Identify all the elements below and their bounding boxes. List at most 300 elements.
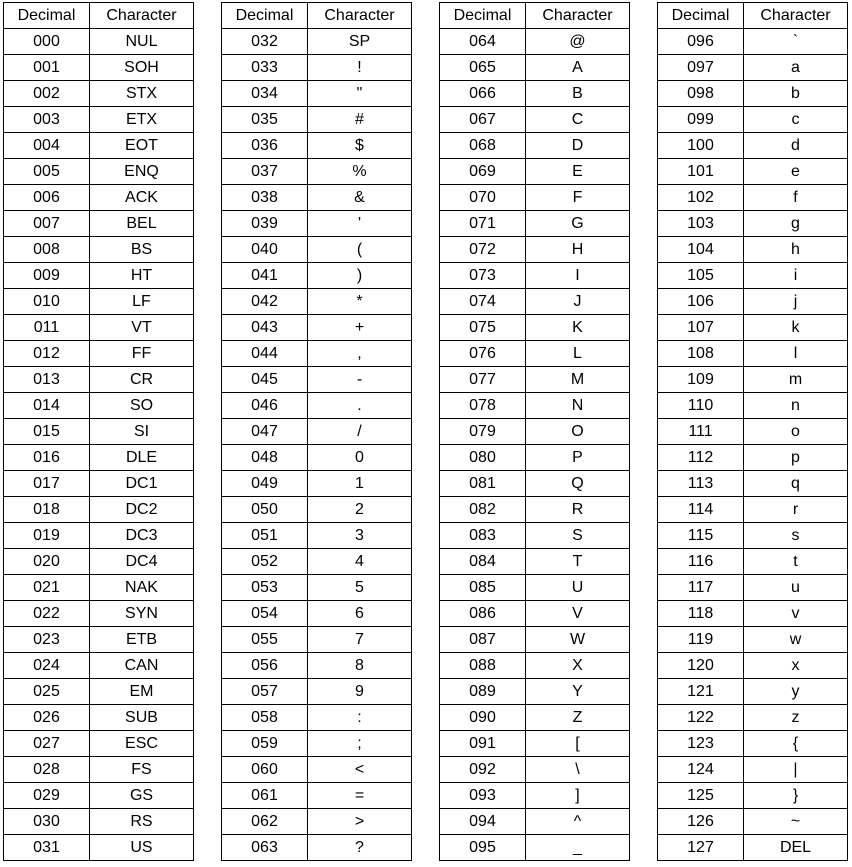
table-row bbox=[222, 289, 412, 315]
table-row bbox=[658, 29, 848, 55]
table-row bbox=[658, 367, 848, 393]
character-cell: Z bbox=[526, 705, 630, 731]
decimal-cell: 038 bbox=[222, 185, 308, 211]
character-cell: 1 bbox=[308, 471, 412, 497]
decimal-cell: 017 bbox=[4, 471, 90, 497]
table-row bbox=[4, 549, 194, 575]
table-row bbox=[4, 757, 194, 783]
table-row bbox=[4, 133, 194, 159]
table-row bbox=[440, 471, 630, 497]
decimal-cell: 023 bbox=[4, 627, 90, 653]
decimal-cell: 119 bbox=[658, 627, 744, 653]
table-row bbox=[440, 107, 630, 133]
character-cell: w bbox=[744, 627, 848, 653]
decimal-cell: 008 bbox=[4, 237, 90, 263]
character-cell: 5 bbox=[308, 575, 412, 601]
decimal-cell: 000 bbox=[4, 29, 90, 55]
character-cell: q bbox=[744, 471, 848, 497]
character-cell: b bbox=[744, 81, 848, 107]
decimal-cell: 116 bbox=[658, 549, 744, 575]
table-row bbox=[440, 81, 630, 107]
character-cell: d bbox=[744, 133, 848, 159]
table-row bbox=[222, 783, 412, 809]
table-row bbox=[440, 627, 630, 653]
table-row bbox=[4, 497, 194, 523]
decimal-cell: 059 bbox=[222, 731, 308, 757]
decimal-cell: 081 bbox=[440, 471, 526, 497]
decimal-cell: 082 bbox=[440, 497, 526, 523]
decimal-cell: 005 bbox=[4, 159, 90, 185]
character-cell: X bbox=[526, 653, 630, 679]
decimal-cell: 089 bbox=[440, 679, 526, 705]
character-cell: c bbox=[744, 107, 848, 133]
character-cell: ` bbox=[744, 29, 848, 55]
decimal-cell: 010 bbox=[4, 289, 90, 315]
character-cell: f bbox=[744, 185, 848, 211]
decimal-cell: 111 bbox=[658, 419, 744, 445]
table-row bbox=[440, 809, 630, 835]
decimal-cell: 047 bbox=[222, 419, 308, 445]
ascii-table-1 bbox=[3, 2, 194, 861]
character-cell: NUL bbox=[90, 29, 194, 55]
table-row bbox=[222, 627, 412, 653]
character-cell: e bbox=[744, 159, 848, 185]
table-row bbox=[658, 549, 848, 575]
decimal-cell: 084 bbox=[440, 549, 526, 575]
table-row bbox=[4, 29, 194, 55]
character-cell: & bbox=[308, 185, 412, 211]
decimal-cell: 068 bbox=[440, 133, 526, 159]
decimal-cell: 061 bbox=[222, 783, 308, 809]
character-cell: DC2 bbox=[90, 497, 194, 523]
character-cell: n bbox=[744, 393, 848, 419]
decimal-cell: 034 bbox=[222, 81, 308, 107]
decimal-cell: 117 bbox=[658, 575, 744, 601]
table-row bbox=[440, 211, 630, 237]
table-row bbox=[440, 237, 630, 263]
table-row bbox=[222, 471, 412, 497]
decimal-cell: 069 bbox=[440, 159, 526, 185]
decimal-cell: 127 bbox=[658, 835, 744, 861]
decimal-cell: 043 bbox=[222, 315, 308, 341]
table-row bbox=[4, 627, 194, 653]
character-cell: M bbox=[526, 367, 630, 393]
character-header: Character bbox=[308, 3, 412, 29]
table-row bbox=[222, 29, 412, 55]
decimal-cell: 114 bbox=[658, 497, 744, 523]
decimal-cell: 015 bbox=[4, 419, 90, 445]
table-row bbox=[4, 783, 194, 809]
character-cell: L bbox=[526, 341, 630, 367]
table-row bbox=[222, 679, 412, 705]
table-row bbox=[658, 783, 848, 809]
character-cell: CR bbox=[90, 367, 194, 393]
character-cell: SI bbox=[90, 419, 194, 445]
character-cell: 6 bbox=[308, 601, 412, 627]
decimal-cell: 093 bbox=[440, 783, 526, 809]
decimal-cell: 042 bbox=[222, 289, 308, 315]
table-row bbox=[4, 393, 194, 419]
character-cell: EOT bbox=[90, 133, 194, 159]
table-row bbox=[440, 55, 630, 81]
table-row bbox=[658, 159, 848, 185]
character-cell: ( bbox=[308, 237, 412, 263]
decimal-cell: 071 bbox=[440, 211, 526, 237]
decimal-cell: 003 bbox=[4, 107, 90, 133]
table-row bbox=[440, 835, 630, 861]
table-row bbox=[658, 809, 848, 835]
character-cell: G bbox=[526, 211, 630, 237]
decimal-cell: 073 bbox=[440, 263, 526, 289]
decimal-cell: 032 bbox=[222, 29, 308, 55]
decimal-cell: 083 bbox=[440, 523, 526, 549]
table-row bbox=[222, 159, 412, 185]
table-row bbox=[4, 835, 194, 861]
character-cell: U bbox=[526, 575, 630, 601]
table-row bbox=[4, 575, 194, 601]
decimal-cell: 058 bbox=[222, 705, 308, 731]
decimal-cell: 049 bbox=[222, 471, 308, 497]
table-row bbox=[222, 523, 412, 549]
table-row bbox=[4, 367, 194, 393]
table-row bbox=[440, 783, 630, 809]
character-cell: STX bbox=[90, 81, 194, 107]
character-cell: \ bbox=[526, 757, 630, 783]
table-row bbox=[4, 471, 194, 497]
decimal-cell: 063 bbox=[222, 835, 308, 861]
character-cell: ) bbox=[308, 263, 412, 289]
table-row bbox=[440, 29, 630, 55]
decimal-cell: 040 bbox=[222, 237, 308, 263]
ascii-table-2 bbox=[221, 2, 412, 861]
table-row bbox=[222, 315, 412, 341]
table-row bbox=[440, 575, 630, 601]
table-body bbox=[658, 29, 848, 861]
decimal-cell: 072 bbox=[440, 237, 526, 263]
ascii-table-3 bbox=[439, 2, 630, 861]
table-row bbox=[222, 133, 412, 159]
table-row bbox=[440, 757, 630, 783]
character-cell: ETB bbox=[90, 627, 194, 653]
decimal-cell: 094 bbox=[440, 809, 526, 835]
character-cell: . bbox=[308, 393, 412, 419]
table-row bbox=[440, 601, 630, 627]
decimal-cell: 021 bbox=[4, 575, 90, 601]
table-row bbox=[440, 419, 630, 445]
table-row bbox=[4, 289, 194, 315]
decimal-cell: 105 bbox=[658, 263, 744, 289]
decimal-cell: 046 bbox=[222, 393, 308, 419]
character-cell: * bbox=[308, 289, 412, 315]
character-cell: ' bbox=[308, 211, 412, 237]
table-row bbox=[440, 653, 630, 679]
decimal-cell: 104 bbox=[658, 237, 744, 263]
character-cell: , bbox=[308, 341, 412, 367]
character-cell: 9 bbox=[308, 679, 412, 705]
character-cell: y bbox=[744, 679, 848, 705]
decimal-cell: 113 bbox=[658, 471, 744, 497]
ascii-table-4 bbox=[657, 2, 848, 861]
character-cell: FF bbox=[90, 341, 194, 367]
decimal-cell: 053 bbox=[222, 575, 308, 601]
table-row bbox=[4, 159, 194, 185]
character-cell: BEL bbox=[90, 211, 194, 237]
table-row bbox=[658, 731, 848, 757]
table-row bbox=[222, 445, 412, 471]
table-row bbox=[658, 575, 848, 601]
table-row bbox=[4, 263, 194, 289]
decimal-cell: 102 bbox=[658, 185, 744, 211]
decimal-cell: 024 bbox=[4, 653, 90, 679]
table-row bbox=[222, 575, 412, 601]
character-cell: H bbox=[526, 237, 630, 263]
decimal-cell: 012 bbox=[4, 341, 90, 367]
character-cell: DC3 bbox=[90, 523, 194, 549]
character-header: Character bbox=[90, 3, 194, 29]
decimal-cell: 121 bbox=[658, 679, 744, 705]
decimal-cell: 090 bbox=[440, 705, 526, 731]
table-row bbox=[4, 653, 194, 679]
table-row bbox=[440, 263, 630, 289]
character-cell: I bbox=[526, 263, 630, 289]
character-cell: r bbox=[744, 497, 848, 523]
decimal-cell: 106 bbox=[658, 289, 744, 315]
table-row bbox=[222, 55, 412, 81]
decimal-cell: 062 bbox=[222, 809, 308, 835]
table-row bbox=[4, 55, 194, 81]
table-row bbox=[222, 497, 412, 523]
character-cell: > bbox=[308, 809, 412, 835]
decimal-cell: 085 bbox=[440, 575, 526, 601]
decimal-header: Decimal bbox=[440, 3, 526, 29]
character-cell: HT bbox=[90, 263, 194, 289]
table-row bbox=[440, 445, 630, 471]
character-cell: V bbox=[526, 601, 630, 627]
character-cell: SUB bbox=[90, 705, 194, 731]
decimal-cell: 086 bbox=[440, 601, 526, 627]
table-row bbox=[658, 835, 848, 861]
table-row bbox=[222, 263, 412, 289]
decimal-cell: 124 bbox=[658, 757, 744, 783]
decimal-cell: 018 bbox=[4, 497, 90, 523]
table-row bbox=[440, 393, 630, 419]
decimal-cell: 037 bbox=[222, 159, 308, 185]
character-cell: ^ bbox=[526, 809, 630, 835]
character-cell: ESC bbox=[90, 731, 194, 757]
character-cell: A bbox=[526, 55, 630, 81]
decimal-cell: 016 bbox=[4, 445, 90, 471]
table-row bbox=[4, 679, 194, 705]
character-cell: p bbox=[744, 445, 848, 471]
character-cell: FS bbox=[90, 757, 194, 783]
decimal-cell: 109 bbox=[658, 367, 744, 393]
decimal-cell: 074 bbox=[440, 289, 526, 315]
decimal-cell: 095 bbox=[440, 835, 526, 861]
decimal-cell: 123 bbox=[658, 731, 744, 757]
decimal-header: Decimal bbox=[658, 3, 744, 29]
character-cell: ] bbox=[526, 783, 630, 809]
decimal-cell: 080 bbox=[440, 445, 526, 471]
table-row bbox=[4, 237, 194, 263]
character-cell: E bbox=[526, 159, 630, 185]
table-row bbox=[4, 419, 194, 445]
character-cell: | bbox=[744, 757, 848, 783]
character-cell: v bbox=[744, 601, 848, 627]
character-cell: _ bbox=[526, 835, 630, 861]
table-row bbox=[658, 81, 848, 107]
decimal-cell: 098 bbox=[658, 81, 744, 107]
table-row bbox=[222, 211, 412, 237]
character-cell: DEL bbox=[744, 835, 848, 861]
character-header: Character bbox=[526, 3, 630, 29]
table-row bbox=[658, 263, 848, 289]
decimal-cell: 029 bbox=[4, 783, 90, 809]
decimal-cell: 103 bbox=[658, 211, 744, 237]
character-cell: s bbox=[744, 523, 848, 549]
character-cell: Y bbox=[526, 679, 630, 705]
character-header: Character bbox=[744, 3, 848, 29]
table-row bbox=[658, 419, 848, 445]
header-row bbox=[4, 3, 194, 29]
character-cell: W bbox=[526, 627, 630, 653]
character-cell: j bbox=[744, 289, 848, 315]
table-row bbox=[4, 341, 194, 367]
table-row bbox=[222, 367, 412, 393]
header-row bbox=[222, 3, 412, 29]
table-row bbox=[222, 419, 412, 445]
decimal-cell: 025 bbox=[4, 679, 90, 705]
decimal-cell: 097 bbox=[658, 55, 744, 81]
character-cell: DLE bbox=[90, 445, 194, 471]
decimal-cell: 100 bbox=[658, 133, 744, 159]
character-cell: VT bbox=[90, 315, 194, 341]
character-cell: T bbox=[526, 549, 630, 575]
table-row bbox=[4, 523, 194, 549]
decimal-cell: 011 bbox=[4, 315, 90, 341]
character-cell: SYN bbox=[90, 601, 194, 627]
character-cell: " bbox=[308, 81, 412, 107]
table-row bbox=[222, 81, 412, 107]
decimal-cell: 044 bbox=[222, 341, 308, 367]
decimal-cell: 001 bbox=[4, 55, 90, 81]
character-cell: J bbox=[526, 289, 630, 315]
decimal-cell: 065 bbox=[440, 55, 526, 81]
character-cell: z bbox=[744, 705, 848, 731]
character-cell: LF bbox=[90, 289, 194, 315]
table-row bbox=[222, 393, 412, 419]
table-row bbox=[222, 809, 412, 835]
character-cell: ~ bbox=[744, 809, 848, 835]
table-row bbox=[440, 523, 630, 549]
decimal-cell: 052 bbox=[222, 549, 308, 575]
table-row bbox=[658, 757, 848, 783]
table-row bbox=[440, 367, 630, 393]
decimal-cell: 055 bbox=[222, 627, 308, 653]
decimal-cell: 039 bbox=[222, 211, 308, 237]
table-row bbox=[222, 185, 412, 211]
decimal-cell: 088 bbox=[440, 653, 526, 679]
table-row bbox=[4, 731, 194, 757]
table-row bbox=[658, 523, 848, 549]
character-cell: C bbox=[526, 107, 630, 133]
table-row bbox=[440, 159, 630, 185]
character-cell: ETX bbox=[90, 107, 194, 133]
decimal-cell: 006 bbox=[4, 185, 90, 211]
character-cell: CAN bbox=[90, 653, 194, 679]
decimal-cell: 009 bbox=[4, 263, 90, 289]
decimal-cell: 045 bbox=[222, 367, 308, 393]
character-cell: B bbox=[526, 81, 630, 107]
character-cell: R bbox=[526, 497, 630, 523]
decimal-cell: 031 bbox=[4, 835, 90, 861]
character-cell: ? bbox=[308, 835, 412, 861]
decimal-cell: 115 bbox=[658, 523, 744, 549]
table-row bbox=[658, 471, 848, 497]
table-row bbox=[658, 133, 848, 159]
character-cell: N bbox=[526, 393, 630, 419]
character-cell: l bbox=[744, 341, 848, 367]
character-cell: D bbox=[526, 133, 630, 159]
table-row bbox=[222, 705, 412, 731]
header-row bbox=[440, 3, 630, 29]
character-cell: u bbox=[744, 575, 848, 601]
character-cell: Q bbox=[526, 471, 630, 497]
character-cell: DC4 bbox=[90, 549, 194, 575]
table-row bbox=[658, 393, 848, 419]
character-cell: K bbox=[526, 315, 630, 341]
table-row bbox=[4, 315, 194, 341]
character-cell: h bbox=[744, 237, 848, 263]
character-cell: - bbox=[308, 367, 412, 393]
table-row bbox=[658, 705, 848, 731]
table-body bbox=[222, 29, 412, 861]
character-cell: F bbox=[526, 185, 630, 211]
decimal-cell: 033 bbox=[222, 55, 308, 81]
character-cell: 3 bbox=[308, 523, 412, 549]
decimal-cell: 078 bbox=[440, 393, 526, 419]
decimal-cell: 092 bbox=[440, 757, 526, 783]
decimal-cell: 099 bbox=[658, 107, 744, 133]
table-row bbox=[440, 679, 630, 705]
character-cell: BS bbox=[90, 237, 194, 263]
decimal-cell: 056 bbox=[222, 653, 308, 679]
decimal-cell: 041 bbox=[222, 263, 308, 289]
table-row bbox=[658, 601, 848, 627]
character-cell: } bbox=[744, 783, 848, 809]
table-row bbox=[4, 705, 194, 731]
decimal-cell: 060 bbox=[222, 757, 308, 783]
decimal-cell: 101 bbox=[658, 159, 744, 185]
table-row bbox=[440, 133, 630, 159]
character-cell: 0 bbox=[308, 445, 412, 471]
character-cell: S bbox=[526, 523, 630, 549]
decimal-cell: 091 bbox=[440, 731, 526, 757]
decimal-cell: 020 bbox=[4, 549, 90, 575]
character-cell: @ bbox=[526, 29, 630, 55]
decimal-cell: 002 bbox=[4, 81, 90, 107]
table-row bbox=[658, 627, 848, 653]
table-row bbox=[222, 107, 412, 133]
character-cell: { bbox=[744, 731, 848, 757]
character-cell: o bbox=[744, 419, 848, 445]
table-row bbox=[658, 185, 848, 211]
table-row bbox=[440, 731, 630, 757]
decimal-cell: 054 bbox=[222, 601, 308, 627]
decimal-cell: 022 bbox=[4, 601, 90, 627]
character-cell: = bbox=[308, 783, 412, 809]
decimal-cell: 013 bbox=[4, 367, 90, 393]
table-row bbox=[658, 55, 848, 81]
